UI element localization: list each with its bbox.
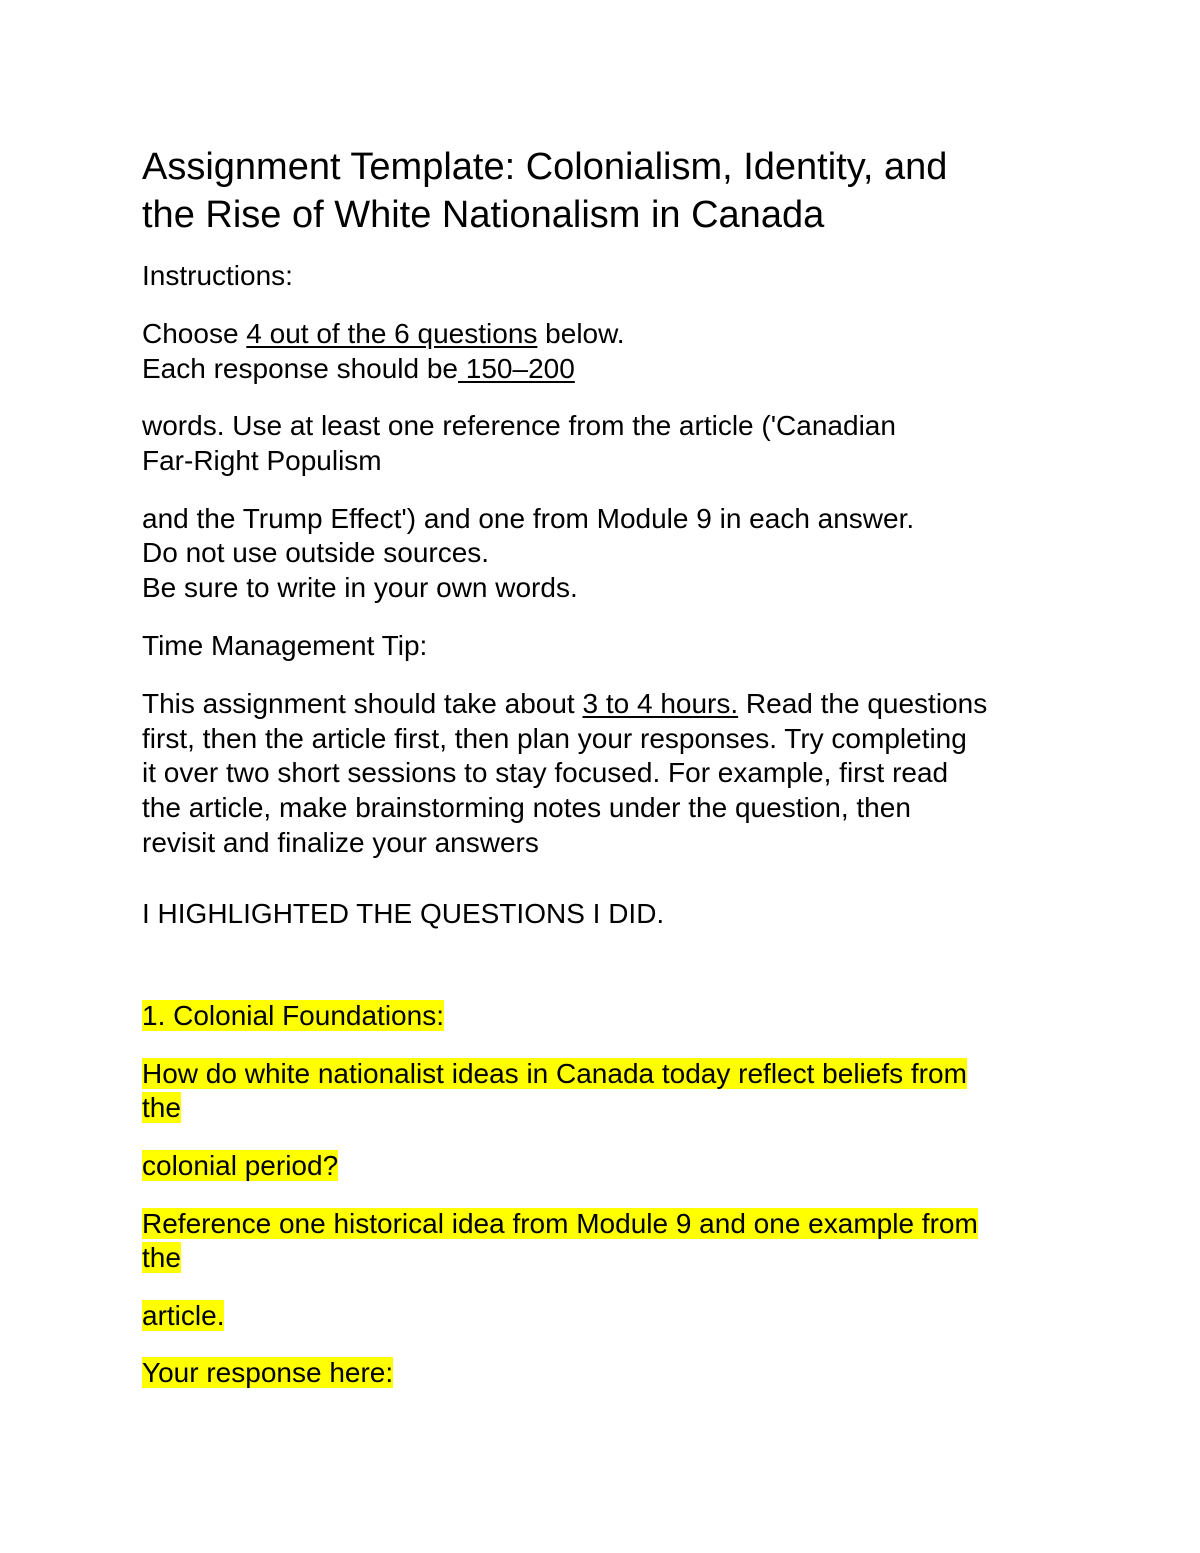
response-label-text: Your response here:	[142, 1357, 394, 1388]
reference-line-1-text: Reference one historical idea from Module 9 and one example from	[142, 1208, 978, 1239]
time-tip-line-1	[142, 687, 987, 721]
response-pre: Each response should be	[142, 353, 458, 384]
question-1-line-2	[142, 1091, 181, 1125]
instructions-heading: Instructions:	[142, 260, 293, 291]
question-1-line-3	[142, 1149, 338, 1183]
time-tip-underlined: 3 to 4 hours.	[582, 688, 739, 719]
time-tip-line-4: the article, make brainstorming notes under the question, then	[142, 792, 911, 823]
choose-line	[142, 317, 625, 351]
response-underlined: 150–200	[458, 353, 575, 384]
reference-line-2	[142, 1241, 181, 1275]
no-outside-line: Do not use outside sources.	[142, 537, 490, 568]
trump-line: and the Trump Effect') and one from Module 9 in each answer.	[142, 503, 915, 534]
words-line-2: Far-Right Populism	[142, 445, 382, 476]
choose-underlined: 4 out of the 6 questions	[246, 318, 538, 349]
words-line-1: words. Use at least one reference from the article ('Canadian	[142, 410, 896, 441]
time-tip-line-5: revisit and finalize your answers	[142, 827, 539, 858]
title-line-1: Assignment Template: Colonialism, Identity, and	[142, 146, 948, 188]
own-words-line: Be sure to write in your own words.	[142, 572, 578, 603]
time-tip-pre: This assignment should take about	[142, 688, 583, 719]
highlight-note: I HIGHLIGHTED THE QUESTIONS I DID.	[142, 898, 665, 929]
response-label	[142, 1356, 393, 1390]
question-1-line-1-text: How do white nationalist ideas in Canada today reflect beliefs from	[142, 1058, 967, 1089]
choose-post: below.	[537, 318, 625, 349]
choose-pre: Choose	[142, 318, 247, 349]
response-length-line	[142, 352, 575, 386]
reference-line-1	[142, 1207, 978, 1241]
question-1-line-1	[142, 1057, 967, 1091]
time-tip-line-2: first, then the article first, then plan your responses. Try completing	[142, 723, 967, 754]
document-title	[142, 143, 947, 239]
question-1-line-2-text: the	[142, 1092, 181, 1123]
reference-line-3-text: article.	[142, 1300, 225, 1331]
question-1-line-3-text: colonial period?	[142, 1150, 339, 1181]
time-tip-heading: Time Management Tip:	[142, 630, 428, 661]
title-line-2: the Rise of White Nationalism in Canada	[142, 194, 825, 236]
question-1-heading-text: 1. Colonial Foundations:	[142, 1000, 444, 1031]
reference-line-3	[142, 1299, 224, 1333]
reference-line-2-text: the	[142, 1242, 181, 1273]
time-tip-post: Read the questions	[738, 688, 988, 719]
question-1-heading	[142, 999, 444, 1033]
time-tip-line-3: it over two short sessions to stay focused. For example, first read	[142, 757, 949, 788]
